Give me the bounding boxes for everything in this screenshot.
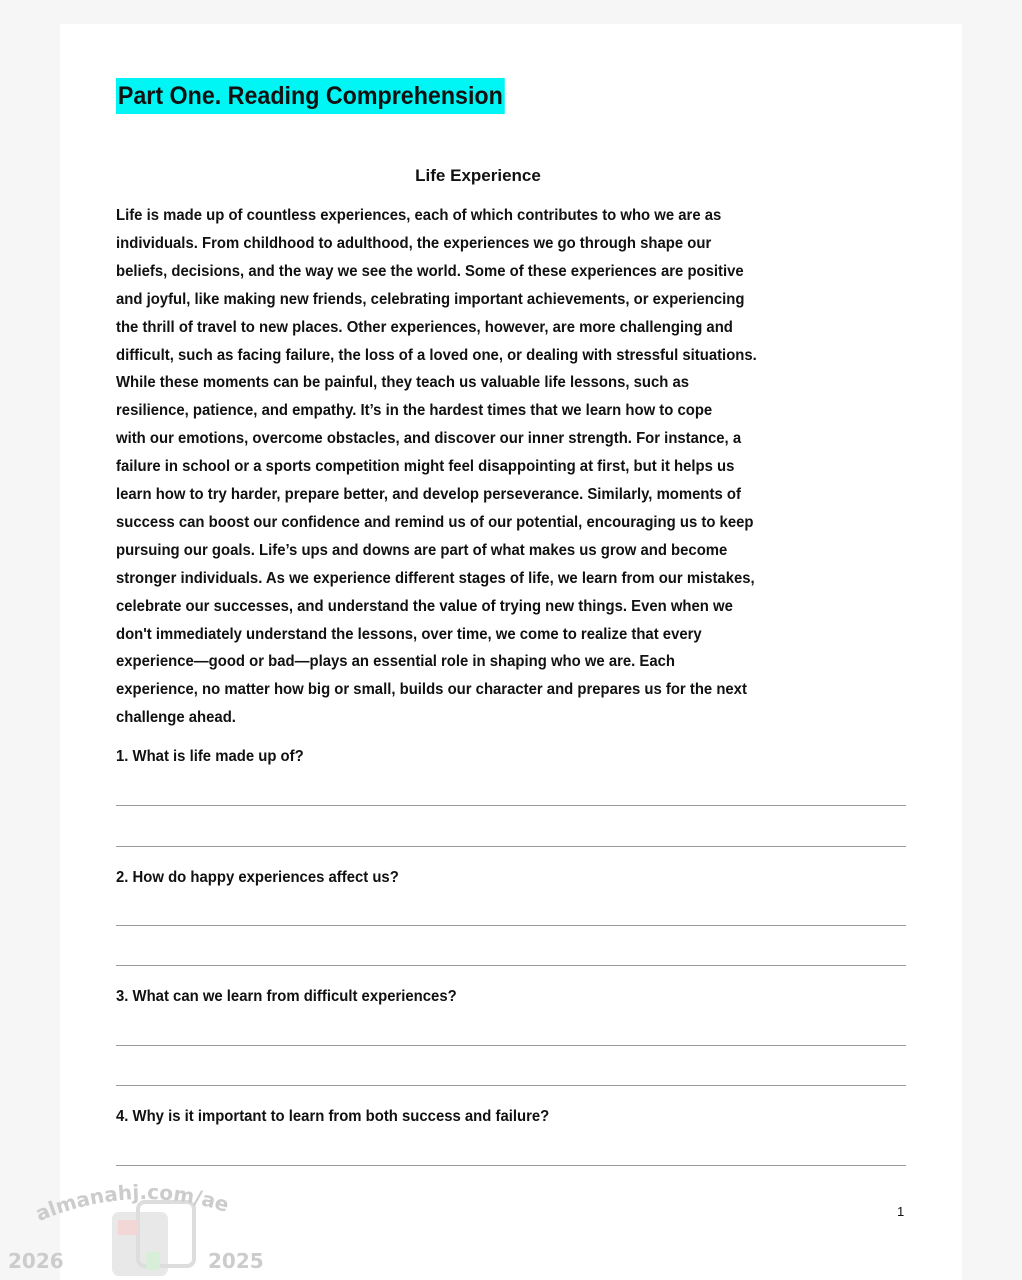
answer-line[interactable] bbox=[116, 1085, 906, 1086]
passage-title: Life Experience bbox=[415, 166, 541, 185]
section-heading: Part One. Reading Comprehension bbox=[116, 78, 505, 114]
passage-line: challenge ahead. bbox=[116, 709, 236, 727]
passage-line: and joyful, like making new friends, celebrating important achievements, or experiencing bbox=[116, 290, 745, 308]
passage-line: difficult, such as facing failure, the loss of a loved one, or dealing with stressful situations. bbox=[116, 346, 757, 364]
passage-line: with our emotions, overcome obstacles, and discover our inner strength. For instance, a bbox=[116, 430, 742, 448]
passage-line: individuals. From childhood to adulthood, the experiences we go through shape our bbox=[116, 234, 712, 252]
answer-line[interactable] bbox=[116, 846, 906, 847]
passage-line: While these moments can be painful, they teach us valuable life lessons, such as bbox=[116, 374, 690, 392]
answer-line[interactable] bbox=[116, 805, 906, 806]
passage-line: success can boost our confidence and remind us of our potential, encouraging us to keep bbox=[116, 513, 754, 531]
passage-line: beliefs, decisions, and the way we see the world. Some of these experiences are positive bbox=[116, 262, 744, 280]
question-1: 1. What is life made up of? bbox=[116, 748, 304, 765]
passage-line: Life is made up of countless experiences, each of which contributes to who we are as bbox=[116, 207, 722, 224]
passage-line: the thrill of travel to new places. Other experiences, however, are more challenging and bbox=[116, 318, 733, 336]
watermark-year-left: 2026 bbox=[8, 1249, 64, 1273]
passage-line: resilience, patience, and empathy. It’s in the hardest times that we learn how to cope bbox=[116, 402, 713, 420]
page-number: 1 bbox=[897, 1204, 905, 1219]
passage-line: pursuing our goals. Life’s ups and downs are part of what makes us grow and become bbox=[116, 541, 728, 559]
passage-line: don't immediately understand the lessons, over time, we come to realize that every bbox=[116, 625, 702, 643]
passage-line: experience—good or bad—plays an essential role in shaping who we are. Each bbox=[116, 653, 675, 671]
answer-line[interactable] bbox=[116, 925, 906, 926]
question-3: 3. What can we learn from difficult experiences? bbox=[116, 988, 457, 1005]
answer-line[interactable] bbox=[116, 1045, 906, 1046]
answer-line[interactable] bbox=[116, 965, 906, 966]
passage-line: experience, no matter how big or small, builds our character and prepares us for the next bbox=[116, 681, 747, 699]
watermark-year-right: 2025 bbox=[208, 1249, 264, 1273]
passage-line: failure in school or a sports competition might feel disappointing at first, but it helps us bbox=[116, 458, 735, 476]
passage-line: celebrate our successes, and understand the value of trying new things. Even when we bbox=[116, 597, 733, 615]
passage-line: stronger individuals. As we experience different stages of life, we learn from our mistakes, bbox=[116, 569, 755, 587]
passage-line: learn how to try harder, prepare better, and develop perseverance. Similarly, moments of bbox=[116, 486, 741, 503]
question-4: 4. Why is it important to learn from both success and failure? bbox=[116, 1108, 550, 1125]
answer-line[interactable] bbox=[116, 1165, 906, 1166]
question-2: 2. How do happy experiences affect us? bbox=[116, 869, 399, 886]
watermark-logo bbox=[0, 1172, 290, 1280]
watermark-url: almanahj.com/ae bbox=[31, 1179, 232, 1226]
